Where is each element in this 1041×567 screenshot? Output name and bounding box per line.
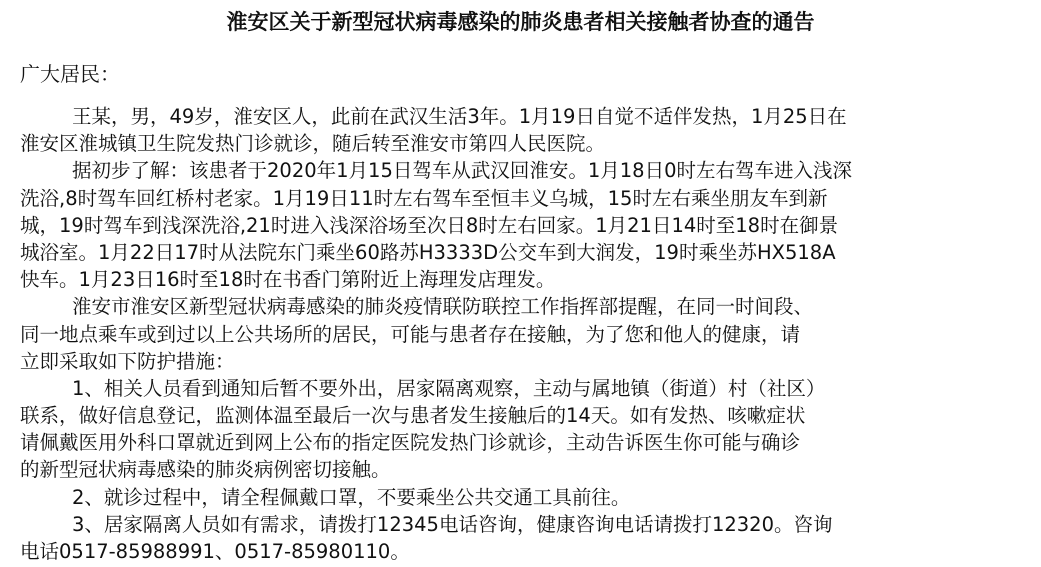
body-line: 电话0517-85988991、0517-85980110。: [20, 540, 410, 563]
body-line: 2、就诊过程中，请全程佩戴口罩，不要乘坐公共交通工具前往。: [72, 485, 631, 509]
salutation: 广大居民：: [20, 62, 120, 86]
body-line: 的新型冠状病毒感染的肺炎病例密切接触。: [20, 458, 391, 482]
body-line: 3、居家隔离人员如有需求，请拨打12345电话咨询，健康咨询电话请拨打12320。咨询: [72, 512, 833, 536]
body-line: 城，19时驾车到浅深洗浴,21时进入浅深浴场至次日8时左右回家。1月21日14时至18时在御景: [20, 213, 839, 237]
body-line: 1、相关人员看到通知后暂不要外出，居家隔离观察，主动与属地镇（街道）村（社区）: [72, 376, 826, 400]
body-line: 城浴室。1月22日17时从法院东门乘坐60路苏H3333D公交车到大润发，19时乘坐苏HX518A: [20, 240, 836, 264]
body-line: 立即采取如下防护措施：: [20, 349, 235, 373]
body-line: 请佩戴医用外科口罩就近到网上公布的指定医院发热门诊就诊，主动告诉医生你可能与确诊: [20, 431, 801, 455]
body-line: 联系，做好信息登记，监测体温至最后一次与患者发生接触后的14天。如有发热、咳嗽症状: [20, 404, 806, 428]
body-line: 王某，男，49岁，淮安区人，此前在武汉生活3年。1月19日自觉不适伴发热，1月25日在: [72, 105, 847, 128]
notice-body: [20, 103, 1010, 565]
body-line: 快车。1月23日16时至18时在书香门第附近上海理发店理发。: [20, 268, 556, 292]
body-line: 淮安市淮安区新型冠状病毒感染的肺炎疫情联防联控工作指挥部提醒，在同一时间段、: [72, 295, 814, 319]
notice-title: 淮安区关于新型冠状病毒感染的肺炎患者相关接触者协查的通告: [226, 10, 815, 34]
body-line: 同一地点乘车或到过以上公共场所的居民，可能与患者存在接触，为了您和他人的健康，请: [20, 322, 801, 346]
body-line: 洗浴,8时驾车回红桥村老家。1月19日11时左右驾车至恒丰义乌城，15时左右乘坐朋友车到新: [20, 186, 828, 210]
body-line: 淮安区淮城镇卫生院发热门诊就诊，随后转至淮安市第四人民医院。: [20, 132, 606, 156]
body-line: 据初步了解：该患者于2020年1月15日驾车从武汉回淮安。1月18日0时左右驾车进入浅深: [72, 159, 852, 183]
